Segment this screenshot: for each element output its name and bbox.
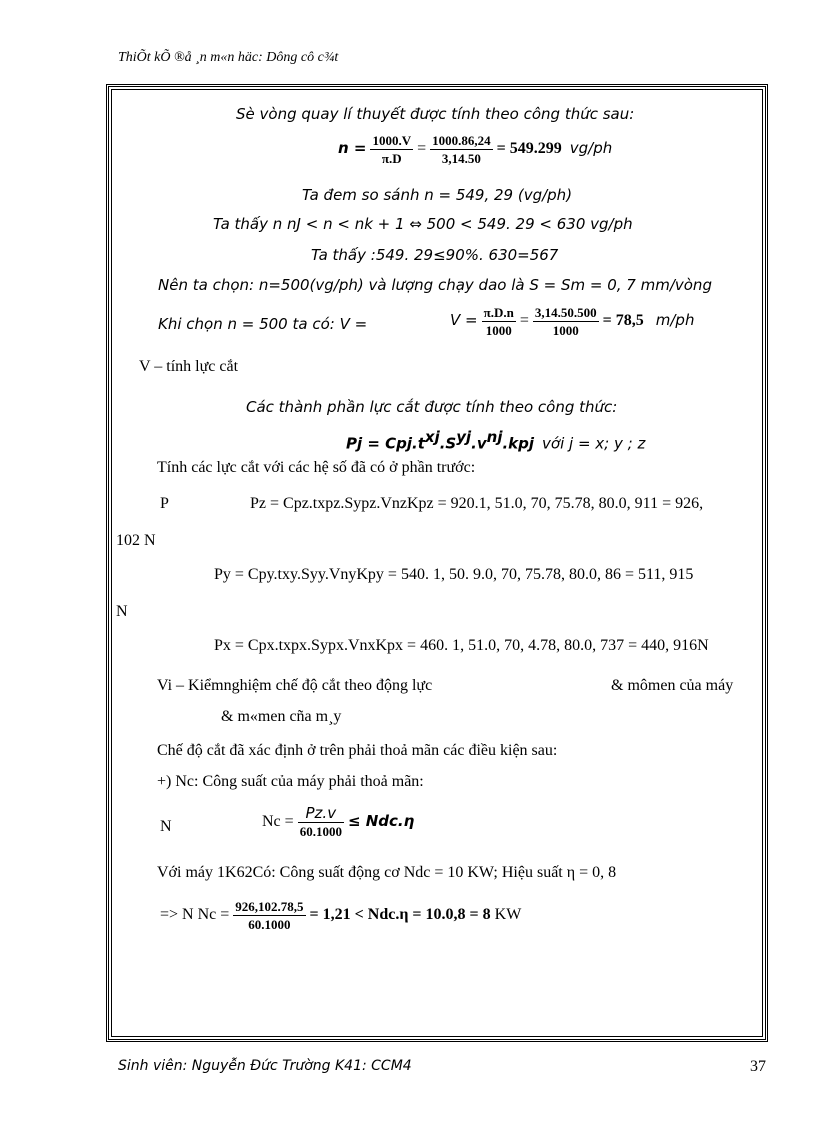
formula-v: V = $\frac{\pi.D.n}{1000}$ = $\frac{3,14.50.500}{1000}$ = 78,5 m/ph — [450, 305, 695, 338]
formula-pj: $Pj = Cpj.t^{xj}.S^{yj}.v^{nj}.kpj$ với j = x; y ; z — [346, 428, 646, 453]
n-label: N — [160, 818, 172, 835]
text-line-18: & m«men cña m¸y — [221, 708, 342, 725]
page-number: 37 — [750, 1058, 766, 1075]
text-line-4: Ta thấy n nJ < n < nk + 1 ⇔ 500 < 549. 29 < 630 vg/ph — [213, 215, 633, 233]
page-header: ThiÕt kÕ ®å ¸n m«n häc: Dông cô c¾t — [118, 50, 339, 65]
section-v-heading: V – tính lực cắt — [139, 358, 239, 375]
text-line-7: Khi chọn n = 500 ta có: V = — [158, 315, 368, 333]
section-vi-heading-right: & mômen của máy — [611, 677, 734, 694]
p-label: P — [160, 495, 169, 512]
text-line-22: Với máy 1K62Có: Công suất động cơ Ndc = 10 KW; Hiệu suất η = 0, 8 — [157, 864, 617, 881]
text-line-15: N — [116, 603, 128, 620]
text-line-11: Tính các lực cắt với các hệ số đã có ở phần trước: — [157, 459, 476, 476]
formula-px: Px = Cpx.txpx.Sypx.VnxKpx = 460. 1, 51.0, 70, 4.78, 80.0, 737 = 440, 916N — [214, 637, 709, 654]
fraction-1: $\frac{1000.V}{\pi.D}$ — [372, 133, 412, 166]
text-line-13: 102 N — [116, 532, 156, 549]
text-line-20: +) Nc: Công suất của máy phải thoả mãn: — [157, 773, 424, 790]
footer-student: Sinh viên: Nguyễn Đức Trường K41: CCM4 — [118, 1058, 412, 1074]
text-line-3: Ta đem so sánh n = 549, 29 (vg/ph) — [302, 186, 573, 204]
formula-pz: Pz = Cpz.txpz.Sypz.VnzKpz = 920.1, 51.0, 70, 75.78, 80.0, 911 = 926, — [250, 495, 704, 512]
fraction-4: $\frac{3,14.50.500}{1000}$ — [534, 305, 597, 338]
fraction-6: $\frac{926,102.78,5}{60.1000}$ — [235, 899, 304, 932]
formula-nc-result: => N Nc = $\frac{926,102.78,5}{60.1000}$ = 1,21 < Ndc.η = 10.0,8 = 8 KW — [160, 899, 522, 932]
text-line-1: Sè vòng quay lí thuyết được tính theo công thức sau: — [236, 105, 635, 123]
section-vi-heading: Vi – Kiểmnghiệm chế độ cắt theo động lực — [157, 677, 433, 694]
fraction-2: $\frac{1000.86,24}{3,14.50}$ — [432, 133, 491, 166]
text-line-9: Các thành phần lực cắt được tính theo công thức: — [246, 398, 618, 416]
fraction-5: $\frac{Pz.v}{60.1000}$ — [299, 804, 342, 839]
formula-nc: Nc = $\frac{Pz.v}{60.1000}$ ≤ Ndc.η — [262, 804, 415, 839]
text-line-6: Nên ta chọn: n=500(vg/ph) và lượng chạy dao là S = Sm = 0, 7 mm/vòng — [158, 276, 712, 294]
text-line-5: Ta thấy :549. 29≤90%. 630=567 — [311, 246, 559, 264]
formula-py: Py = Cpy.txy.Syy.VnyKpy = 540. 1, 50. 9.0, 70, 75.78, 80.0, 86 = 511, 915 — [214, 566, 694, 583]
formula-n: n = $\frac{1000.V}{\pi.D}$ = $\frac{1000.86,24}{3,14.50}$ = 549.299 vg/ph — [338, 133, 613, 166]
text-line-19: Chế độ cắt đã xác định ở trên phải thoả mãn các điều kiện sau: — [157, 742, 558, 759]
fraction-3: $\frac{\pi.D.n}{1000}$ — [483, 305, 514, 338]
